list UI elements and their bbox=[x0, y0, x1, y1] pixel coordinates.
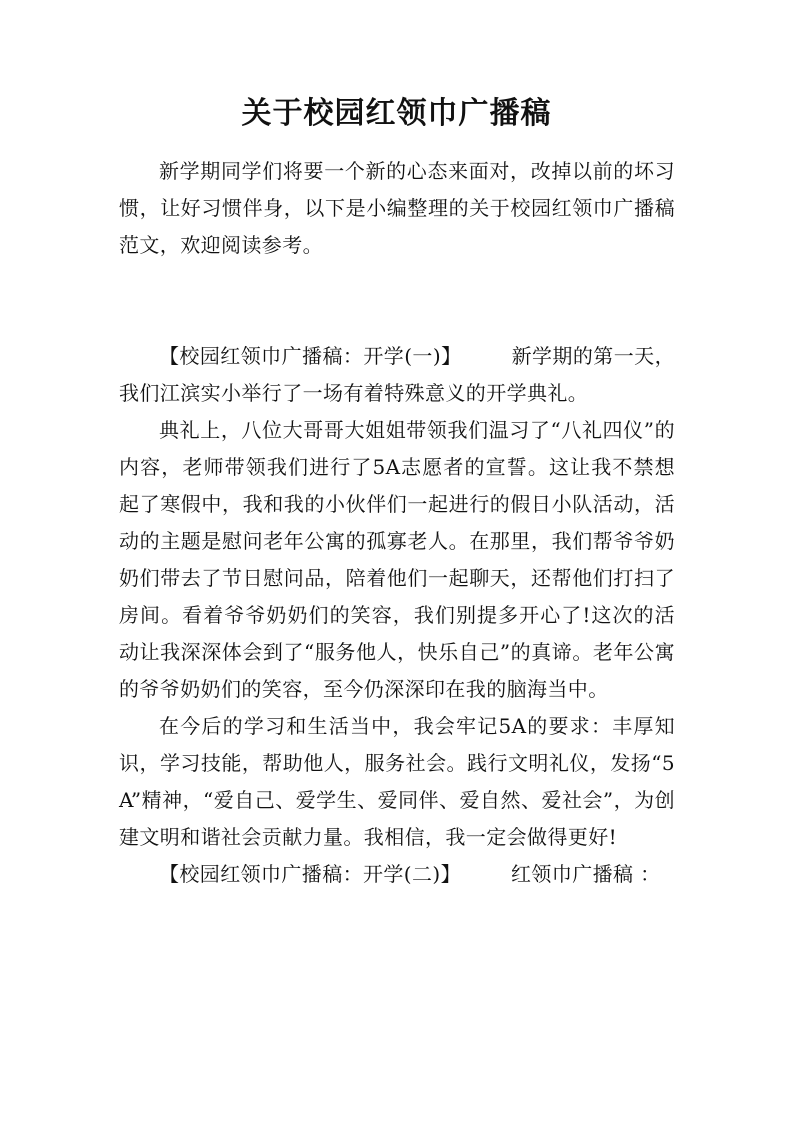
section-2-heading: 【校园红领巾广播稿：开学(二)】 bbox=[159, 862, 462, 886]
section-1-lead: 新学期的第一天，我们江滨实小举行了一场有着特殊意义的开学典礼。 bbox=[119, 344, 675, 405]
section-1-paragraph bbox=[119, 338, 675, 412]
section-spacer bbox=[119, 264, 675, 338]
body-paragraph-2: 典礼上，八位大哥哥大姐姐带领我们温习了“八礼四仪”的内容，老师带领我们进行了5A志愿者的宣誓。这让我不禁想起了寒假中，我和我的小伙伴们一起进行的假日小队活动，活动的主题是慰问老年公寓的孤寡老人。在那里，我们帮爷爷奶奶们带去了节日慰问品，陪着他们一起聊天，还帮他们打扫了房间。看着爷爷奶奶们的笑容，我们别提多开心了!这次的活动让我深深体会到了“服务他人，快乐自己”的真谛。老年公寓的爷爷奶奶们的笑容，至今仍深深印在我的脑海当中。 bbox=[119, 418, 675, 701]
body-paragraph-3: 在今后的学习和生活当中，我会牢记5A的要求：丰厚知识，学习技能，帮助他人，服务社会。践行文明礼仪，发扬“5A”精神，“爱自己、爱学生、爱同伴、爱自然、爱社会”，为创建文明和谐社会贡献力量。我相信，我一定会做得更好! bbox=[119, 714, 675, 849]
section-2-lead: 红领巾广播稿 ： bbox=[511, 862, 661, 886]
section-2-paragraph bbox=[119, 856, 675, 893]
document-body bbox=[119, 153, 675, 893]
intro-paragraph: 新学期同学们将要一个新的心态来面对，改掉以前的坏习惯，让好习惯伴身，以下是小编整理的关于校园红领巾广播稿范文，欢迎阅读参考。 bbox=[119, 159, 675, 257]
document-title: 关于校园红领巾广播稿 bbox=[241, 96, 552, 131]
section-1-heading: 【校园红领巾广播稿：开学(一)】 bbox=[159, 344, 462, 368]
